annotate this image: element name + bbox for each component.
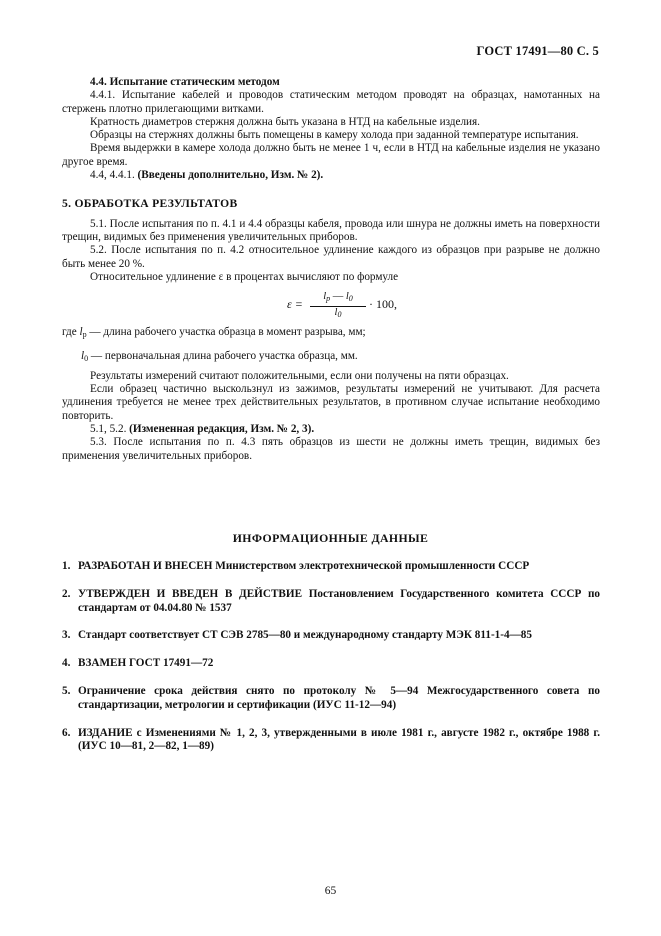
- main-content: [62, 76, 600, 463]
- amendment-text: (Введены дополнительно, Изм. № 2).: [137, 169, 324, 182]
- info-item-number: 3.: [62, 628, 71, 641]
- formula-definitions: [62, 326, 600, 366]
- paragraph-formula-intro: Относительное удлинение ε в процентах вычисляют по формуле: [90, 270, 399, 283]
- paragraph-rod-ratio: Кратность диаметров стержня должна быть указана в НТД на кабельные изделия.: [90, 115, 480, 128]
- amendment-text: (Измененная редакция, Изм. № 2, 3).: [129, 422, 315, 435]
- document-header-code: ГОСТ 17491—80 С. 5: [476, 44, 599, 58]
- num-sub-a: р: [326, 294, 331, 304]
- amendment-prefix: 5.1, 5.2.: [90, 422, 127, 435]
- definition-l0-sub: 0: [84, 354, 89, 364]
- info-item: [62, 560, 600, 573]
- paragraph-slipped-sample: Если образец частично выскользнул из зажимов, результаты измерений не учитывают. Для расчета удлинения требуется не менее трех действительных результатов, в противном случае испытание необходимо повторить.: [62, 383, 600, 422]
- info-item-text: ВЗАМЕН ГОСТ 17491—72: [78, 657, 214, 670]
- paragraph-results-positive: Результаты измерений считают положительными, если они получены на пяти образцах.: [90, 369, 509, 382]
- formula-numerator: [310, 291, 366, 307]
- formula-lhs: ε =: [287, 297, 303, 312]
- info-item-text: ИЗДАНИЕ с Изменениями № 1, 2, 3, утвержденными в июле 1981 г., августе 1982 г., октябре 1988 г. (ИУС 10—81, 2—82, 1—89): [78, 727, 600, 753]
- formula-tail: · 100,: [369, 297, 397, 312]
- definition-l0: [62, 350, 600, 365]
- definition-lp-text: — длина рабочего участка образца в момент разрыва, мм;: [86, 326, 366, 339]
- paragraph-4-4-1: 4.4.1. Испытание кабелей и проводов статическим методом проводят на образцах, намотанных на стержень плотно прилегающими витками.: [62, 89, 600, 115]
- den-symbol: l: [334, 307, 338, 319]
- definition-l0-symbol: l: [81, 350, 85, 363]
- definition-lp: [62, 326, 600, 341]
- info-item: [62, 685, 600, 712]
- info-item-number: 1.: [62, 560, 71, 572]
- amendment-note-4-4: [62, 169, 600, 182]
- amendment-note-5: [62, 423, 600, 436]
- info-data-title: ИНФОРМАЦИОННЫЕ ДАННЫЕ: [232, 531, 429, 545]
- num-symbol-b: l: [345, 291, 349, 303]
- formula-fraction: [310, 291, 366, 321]
- info-item-number: 5.: [62, 685, 71, 698]
- info-data-list: [62, 560, 600, 754]
- info-item-text: Ограничение срока действия снято по протоколу № 5—94 Межгосударственного совета по стандартизации, метрологии и сертификации (ИУС 11-12—94): [78, 685, 600, 711]
- definition-prefix: где: [62, 326, 80, 339]
- den-sub: 0: [337, 310, 342, 320]
- definition-l0-text: — первоначальная длина рабочего участка образца, мм.: [88, 350, 358, 363]
- info-item-number: 4.: [62, 657, 71, 670]
- num-minus: —: [330, 291, 346, 303]
- paragraph-cold-chamber: Образцы на стержнях должны быть помещены в камеру холода при заданной температуре испытания.: [90, 129, 579, 142]
- paragraph-hold-time: Время выдержки в камере холода должно быть не менее 1 ч, если в НТД на кабельные изделия не указано другое время.: [62, 142, 600, 168]
- definition-lp-symbol: l: [79, 326, 83, 339]
- section-4-4-title: 4.4. Испытание статическим методом: [90, 76, 280, 88]
- amendment-prefix: 4.4, 4.4.1.: [90, 169, 135, 182]
- page-number: 65: [324, 885, 337, 897]
- paragraph-5-2: 5.2. После испытания по п. 4.2 относительное удлинение каждого из образцов при разрыве не должно быть менее 20 %.: [62, 244, 600, 270]
- info-item-text: УТВЕРЖДЕН И ВВЕДЕН В ДЕЙСТВИЕ Постановлением Государственного комитета СССР по стандартам от 04.04.80 № 1537: [78, 588, 600, 614]
- info-item-number: 2.: [62, 588, 71, 601]
- info-item: [62, 588, 600, 615]
- num-sub-b: 0: [348, 294, 353, 304]
- num-symbol-a: l: [323, 291, 327, 303]
- info-item: [62, 629, 600, 642]
- paragraph-5-3: 5.3. После испытания по п. 4.3 пять образцов из шести не должны иметь трещин, видимых без применения увеличительных приборов.: [62, 436, 600, 462]
- info-item: [62, 727, 600, 754]
- paragraph-5-1: 5.1. После испытания по п. 4.1 и 4.4 образцы кабеля, провода или шнура не должны иметь на поверхности трещин, видимых без применения увеличительных приборов.: [62, 217, 600, 243]
- formula-denominator: [310, 307, 366, 321]
- info-item: [62, 657, 600, 670]
- definition-lp-sub: р: [82, 330, 87, 340]
- info-item-number: 6.: [62, 727, 71, 740]
- section-5-title: 5. ОБРАБОТКА РЕЗУЛЬТАТОВ: [62, 197, 238, 211]
- info-item-text: РАЗРАБОТАН И ВНЕСЕН Министерством электротехнической промышленности СССР: [78, 560, 530, 572]
- info-item-text: Стандарт соответствует СТ СЭВ 2785—80 и международному стандарту МЭК 811-1-4—85: [78, 628, 532, 641]
- elongation-formula: [62, 291, 600, 320]
